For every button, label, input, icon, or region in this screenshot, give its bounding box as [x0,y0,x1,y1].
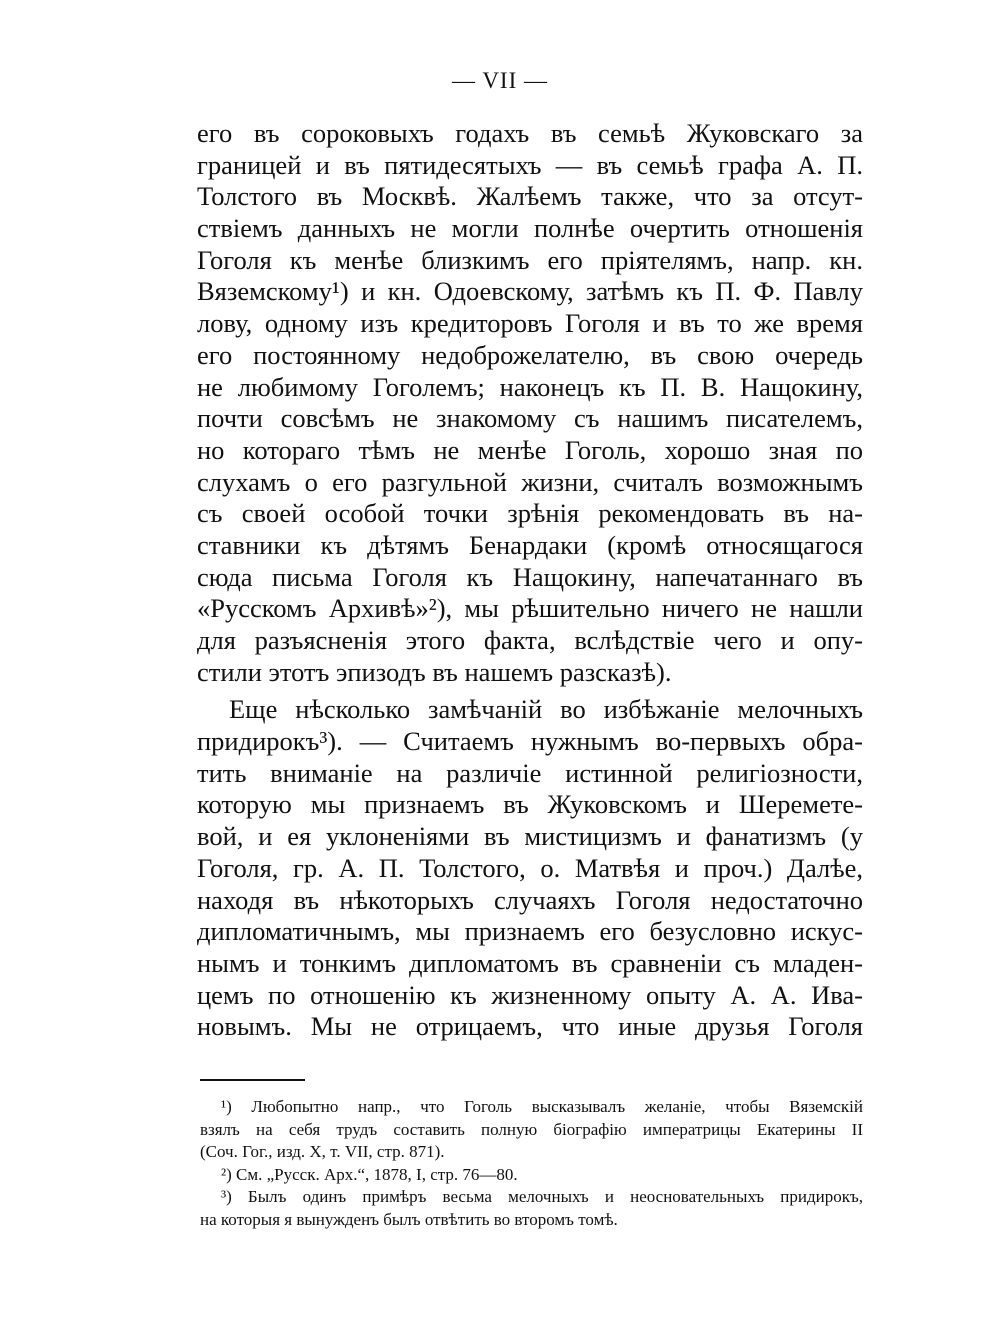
text-line: но котораго тѣмъ не менѣе Гоголь, хорошо зная по [197,434,863,465]
text-line: границей и въ пятидесятыхъ — въ семьѣ графа А. П. [197,149,863,180]
text-line: съ своей особой точки зрѣнія рекомендовать въ на- [197,498,863,529]
text-line: «Русскомъ Архивѣ»²), мы рѣшительно ничего не нашли [197,593,863,624]
main-text [197,118,863,1043]
text-line: дипломатичнымъ, мы признаемъ его безусловно искус- [197,916,863,947]
text-line: находя въ нѣкоторыхъ случаяхъ Гоголя недостаточно [197,884,863,915]
footnote-line: ²) См. „Русск. Арх.“, 1878, I, стр. 76—80. [221,1164,518,1184]
text-line: цемъ по отношенію къ жизненному опыту А. А. Ива- [197,979,863,1010]
text-line: нымъ и тонкимъ дипломатомъ въ сравненіи съ младен- [197,947,863,978]
text-line: для разъясненія этого факта, вслѣдствіе чего и опу- [197,625,863,655]
text-line: лову, одному изъ кредиторовъ Гоголя и въ то же время [197,308,863,339]
footnote-line: (Соч. Гог., изд. X, т. VII, стр. 871). [200,1142,445,1161]
text-line: придирокъ³). — Считаемъ нужнымъ во-первыхъ обра- [197,726,863,757]
text-line: Гоголя, гр. А. П. Толстого, о. Матвѣя и проч.) Далѣе, [197,852,863,883]
text-line: Вяземскому¹) и кн. Одоевскому, затѣмъ къ П. Ф. Павлу [197,276,863,307]
text-line: стили этотъ эпизодъ въ нашемъ разсказѣ). [197,656,672,687]
text-line: слухамъ о его разгульной жизни, считалъ возможнымъ [197,466,863,497]
text-line: не любимому Гоголемъ; наконецъ къ П. В. Нащокину, [197,371,863,402]
footnote-rule [200,1079,305,1081]
page-number: — VII — [451,68,548,93]
text-line: Еще нѣсколько замѣчаній во избѣжаніе мелочныхъ [229,694,863,725]
text-line: ставники къ дѣтямъ Бенардаки (кромѣ относящагося [197,529,863,560]
text-line: новымъ. Мы не отрицаемъ, что иные друзья Гоголя [197,1011,863,1042]
text-line: ствіемъ данныхъ не могли полнѣе очертить отношенія [197,213,863,244]
footnote-line: на которыя я вынужденъ былъ отвѣтить во второмъ томѣ. [200,1209,618,1229]
footnote-line: ³) Былъ одинъ примѣръ весьма мелочныхъ и неосновательныхъ придирокъ, [221,1187,863,1206]
text-line: сюда письма Гоголя къ Нащокину, напечатаннаго въ [197,561,863,592]
text-line: Гоголя къ менѣе близкимъ его пріятелямъ, напр. кн. [197,244,863,275]
text-line: Толстого въ Москвѣ. Жалѣемъ также, что за отсут- [197,181,863,212]
text-line: которую мы признаемъ въ Жуковскомъ и Шеремете- [197,789,863,820]
text-line: его постоянному недоброжелателю, въ свою очередь [197,339,863,370]
text-line: вой, и ея уклоненіями въ мистицизмъ и фанатизмъ (у [197,821,863,852]
footnote-line: ¹) Любопытно напр., что Гоголь высказывалъ желаніе, чтобы Вяземскій [221,1097,863,1116]
footnote-line: взялъ на себя трудъ составить полную біографію императрицы Екатерины II [200,1119,863,1139]
paragraph-2 [197,694,863,1043]
text-line: его въ сороковыхъ годахъ въ семьѣ Жуковскаго за [197,118,863,148]
text-line: почти совсѣмъ не знакомому съ нашимъ писателемъ, [197,403,863,434]
text-line: тить вниманіе на различіе истинной религіозности, [197,757,863,788]
footnotes [200,1096,863,1231]
paragraph-1 [197,118,863,688]
